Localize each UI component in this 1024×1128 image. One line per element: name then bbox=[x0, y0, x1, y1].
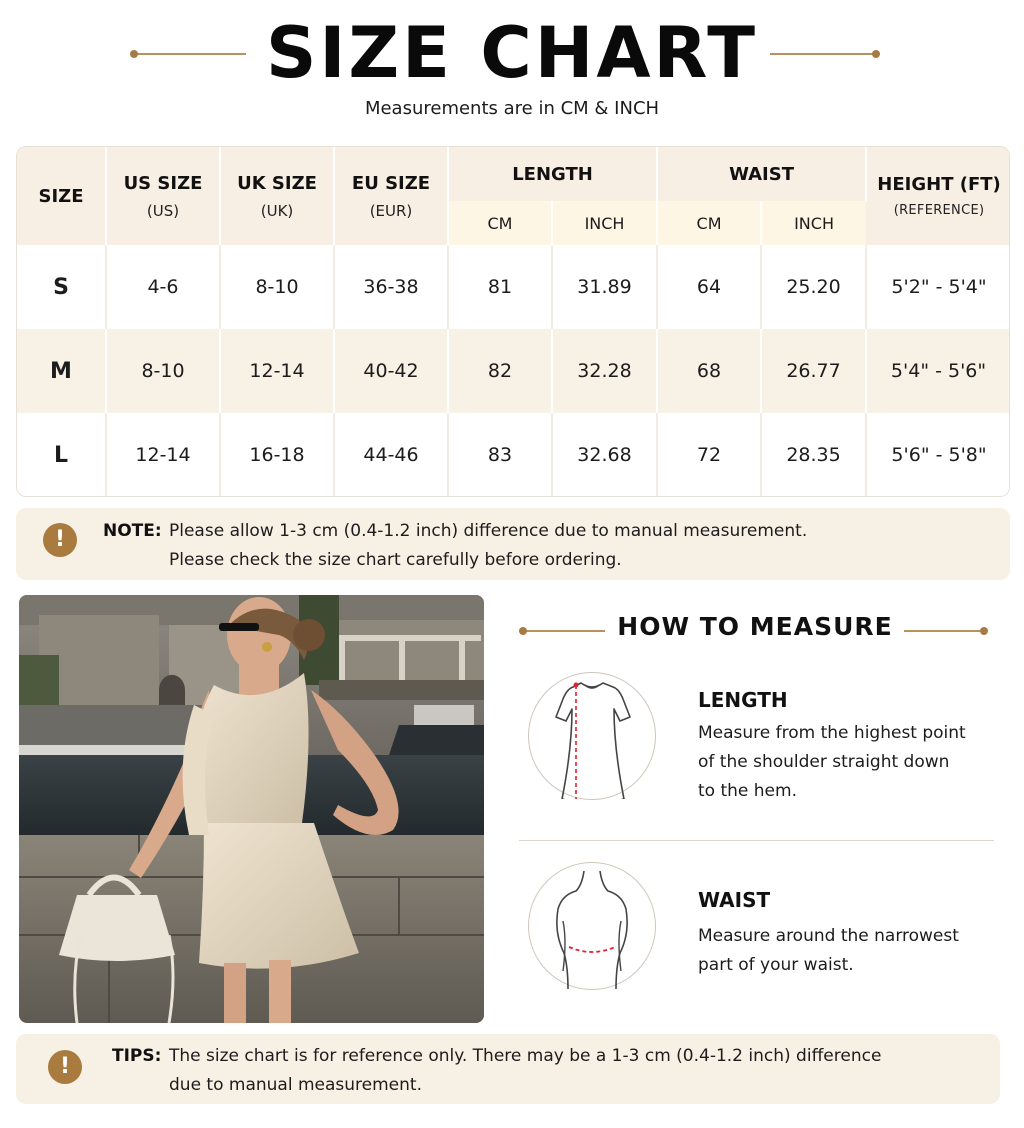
cell-eu: 40-42 bbox=[334, 329, 448, 413]
tips-text-line-2: due to manual measurement. bbox=[169, 1075, 422, 1095]
waist-text-line-1: Measure around the narrowest bbox=[698, 926, 959, 946]
page-title: SIZE CHART bbox=[265, 12, 759, 94]
tips-label: TIPS: bbox=[112, 1046, 162, 1066]
cell-height: 5'6" - 5'8" bbox=[866, 413, 1010, 497]
header-length-cm: CM bbox=[448, 201, 552, 245]
header-us-size: US SIZE (US) bbox=[106, 147, 220, 245]
tips-box bbox=[16, 1034, 1000, 1104]
header-eu-size: EU SIZE (EUR) bbox=[334, 147, 448, 245]
header-waist-inch: INCH bbox=[761, 201, 866, 245]
decoration-dot bbox=[980, 627, 988, 635]
exclamation-icon: ! bbox=[48, 1050, 82, 1084]
length-text-line-1: Measure from the highest point bbox=[698, 723, 966, 743]
measure-decoration-left bbox=[521, 630, 605, 632]
cell-length-inch: 32.28 bbox=[552, 329, 657, 413]
cell-eu: 44-46 bbox=[334, 413, 448, 497]
page-subtitle: Measurements are in CM & INCH bbox=[364, 98, 660, 119]
note-box bbox=[16, 508, 1010, 580]
cell-height: 5'4" - 5'6" bbox=[866, 329, 1010, 413]
length-text-line-2: of the shoulder straight down bbox=[698, 752, 950, 772]
decoration-dot bbox=[872, 50, 880, 58]
cell-eu: 36-38 bbox=[334, 245, 448, 329]
cell-waist-cm: 68 bbox=[657, 329, 761, 413]
torso-waist-icon bbox=[528, 862, 656, 990]
title-decoration-right bbox=[770, 53, 878, 55]
cell-us: 12-14 bbox=[106, 413, 220, 497]
cell-waist-cm: 72 bbox=[657, 413, 761, 497]
cell-waist-cm: 64 bbox=[657, 245, 761, 329]
cell-us: 8-10 bbox=[106, 329, 220, 413]
cell-us: 4-6 bbox=[106, 245, 220, 329]
header-length-inch: INCH bbox=[552, 201, 657, 245]
how-to-measure-title: HOW TO MEASURE bbox=[617, 612, 893, 641]
cell-length-cm: 83 bbox=[448, 413, 552, 497]
dress-length-drawing bbox=[529, 673, 655, 799]
table-row bbox=[17, 245, 1010, 329]
cell-waist-inch: 28.35 bbox=[761, 413, 866, 497]
cell-size: L bbox=[17, 413, 106, 497]
cell-waist-inch: 26.77 bbox=[761, 329, 866, 413]
measure-decoration-right bbox=[904, 630, 986, 632]
tips-text-line-1: The size chart is for reference only. There may be a 1-3 cm (0.4-1.2 inch) difference bbox=[169, 1046, 882, 1066]
decoration-dot bbox=[519, 627, 527, 635]
cell-uk: 16-18 bbox=[220, 413, 334, 497]
note-text-line-2: Please check the size chart carefully before ordering. bbox=[169, 550, 622, 570]
header-height: HEIGHT (FT) (REFERENCE) bbox=[866, 147, 1010, 245]
length-heading: LENGTH bbox=[698, 688, 788, 712]
header-length: LENGTH bbox=[448, 147, 657, 201]
cell-height: 5'2" - 5'4" bbox=[866, 245, 1010, 329]
exclamation-icon: ! bbox=[43, 523, 77, 557]
length-text-line-3: to the hem. bbox=[698, 781, 797, 801]
cell-length-inch: 32.68 bbox=[552, 413, 657, 497]
dress-length-icon bbox=[528, 672, 656, 800]
cell-length-cm: 82 bbox=[448, 329, 552, 413]
waist-text-line-2: part of your waist. bbox=[698, 955, 854, 975]
cell-waist-inch: 25.20 bbox=[761, 245, 866, 329]
cell-length-inch: 31.89 bbox=[552, 245, 657, 329]
cell-size: M bbox=[17, 329, 106, 413]
cell-size: S bbox=[17, 245, 106, 329]
note-text-line-1: Please allow 1-3 cm (0.4-1.2 inch) difference due to manual measurement. bbox=[169, 521, 808, 541]
header-size: SIZE bbox=[17, 147, 106, 245]
model-photo bbox=[19, 595, 484, 1023]
cell-uk: 8-10 bbox=[220, 245, 334, 329]
table-row bbox=[17, 329, 1010, 413]
torso-waist-drawing bbox=[529, 863, 655, 989]
header-waist-cm: CM bbox=[657, 201, 761, 245]
cell-length-cm: 81 bbox=[448, 245, 552, 329]
table-row bbox=[17, 413, 1010, 497]
note-label: NOTE: bbox=[103, 521, 162, 541]
size-table bbox=[16, 146, 1010, 497]
model-photo-illustration bbox=[19, 595, 484, 1023]
measure-divider bbox=[519, 840, 994, 841]
cell-uk: 12-14 bbox=[220, 329, 334, 413]
header-uk-size: UK SIZE (UK) bbox=[220, 147, 334, 245]
header-waist: WAIST bbox=[657, 147, 866, 201]
waist-heading: WAIST bbox=[698, 888, 771, 912]
